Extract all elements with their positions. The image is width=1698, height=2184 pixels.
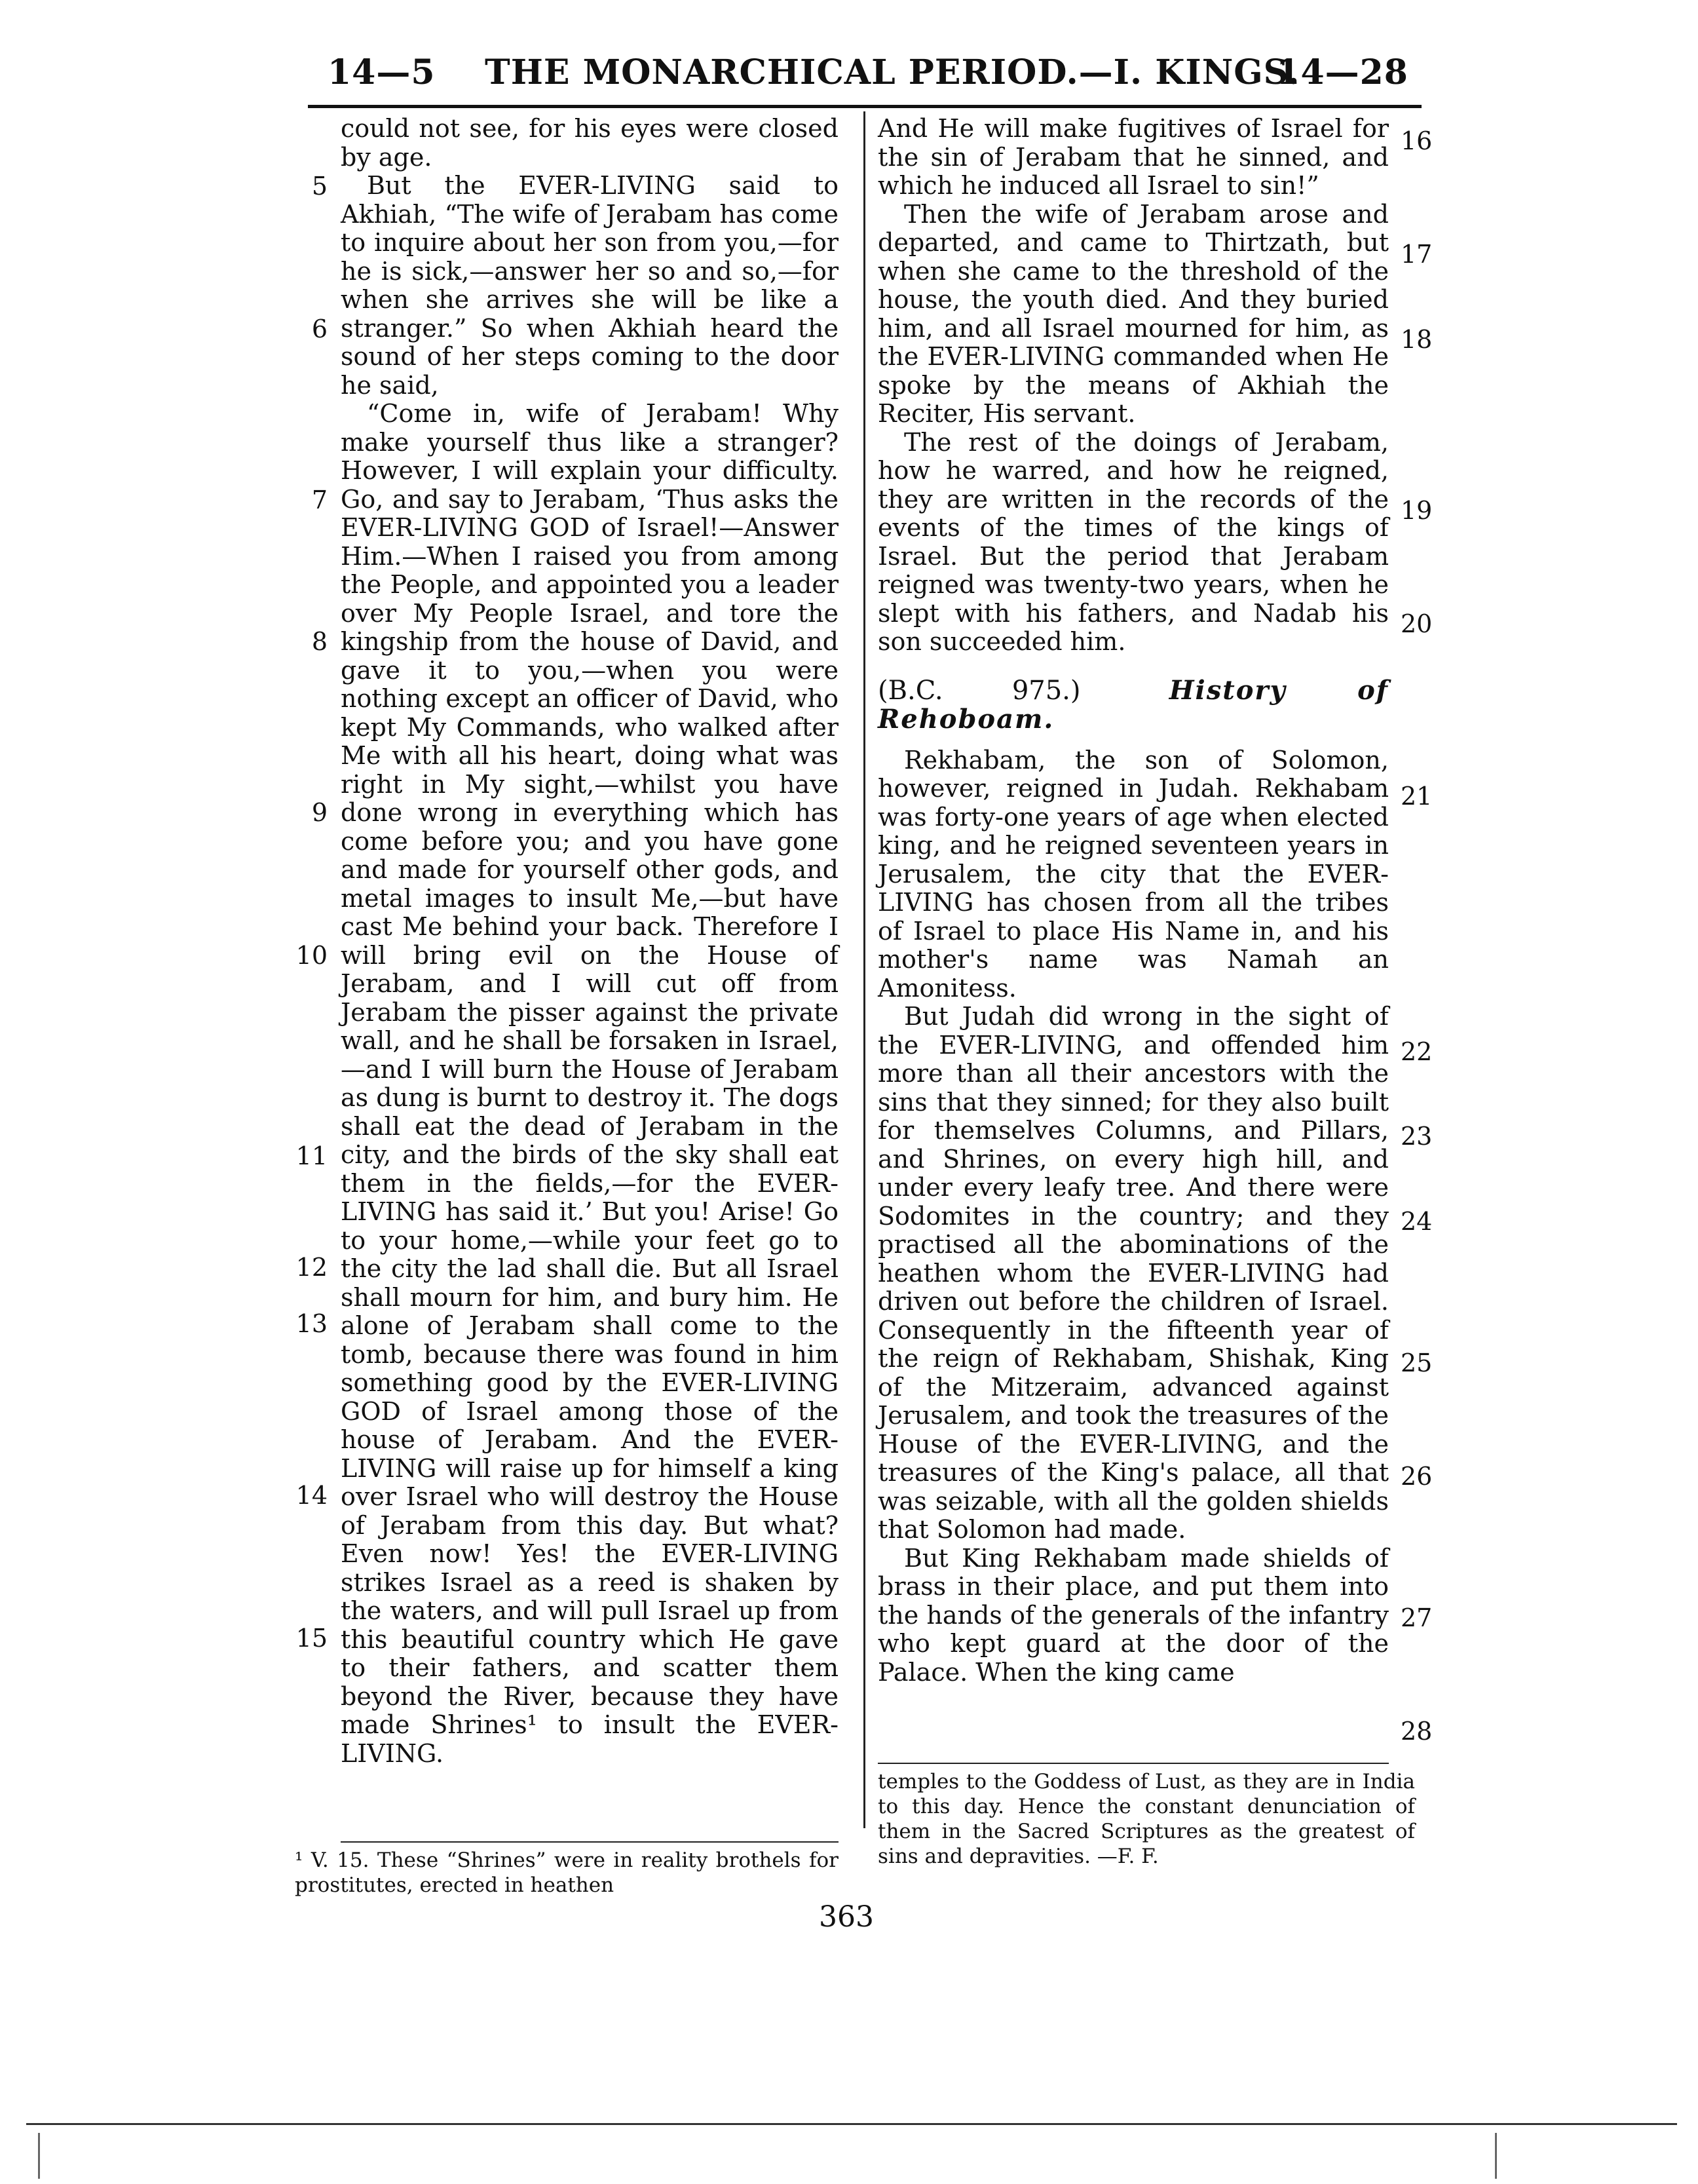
left-column: [341, 115, 839, 1768]
text-paragraph: But King Rekhabam made shields of brass in their place, and put them into the hands of the generals of the infantry who kept guard at the door of the Palace. When the king came: [878, 1543, 1389, 1687]
text-paragraph: could not see, for his eyes were closed by age.: [341, 114, 839, 172]
verse-number: 28: [1401, 1717, 1433, 1746]
text-paragraph: The rest of the doings of Jerabam, how he warred, and how he reigned, they are written in the records of the events of the times of the kings of Israel. But the period that Jerabam reigned was twenty-two years, when he slept with his fathers, and Nadab his son succeeded him.: [878, 427, 1389, 656]
section-heading: [878, 676, 1389, 735]
verse-number: 13: [295, 1309, 328, 1338]
section-title: History of Rehoboam.: [878, 674, 1389, 735]
footnote-rule-right: [878, 1763, 1389, 1764]
header-chapter-range-right: 14—28: [1276, 52, 1408, 92]
right-column: [878, 115, 1389, 1687]
verse-number: 8: [311, 627, 328, 656]
verse-number: 5: [311, 172, 328, 201]
verse-number: 23: [1401, 1122, 1433, 1151]
section-date: (B.C. 975.): [878, 675, 1081, 706]
text-paragraph: Then the wife of Jerabam arose and departed, and came to Thirtzath, but when she came to the threshold of the house, the youth died. And they buried him, and all Israel mourned for him, as the EVER-LIVING commanded when He spoke by the means of Akhiah the Reciter, His servant.: [878, 199, 1389, 428]
verse-number: 21: [1401, 782, 1433, 811]
footnote-left: ¹ V. 15. These “Shrines” were in reality brothels for prostitutes, erected in heathen: [295, 1849, 839, 1897]
header-title: THE MONARCHICAL PERIOD.—I. KINGS.: [485, 52, 1300, 92]
scan-edge-mark: [38, 2133, 40, 2179]
footnote-right: temples to the Goddess of Lust, as they are in India to this day. Hence the constant denunciation of them in the Sacred Scriptures as the greatest of sins and depravities. —F. F.: [878, 1770, 1415, 1868]
verse-number: 10: [295, 941, 328, 970]
verse-number: 22: [1401, 1037, 1433, 1066]
verse-number: 20: [1401, 609, 1433, 638]
text-paragraph: But the EVER-LIVING said to Akhiah, “The wife of Jerabam has come to inquire about her son from you,—for he is sick,—answer her so and so,—for when she arrives she will be like a stranger.” So when Akhiah heard the sound of her steps coming to the door he said,: [341, 171, 839, 400]
header-chapter-range-left: 14—5: [328, 52, 436, 92]
text-paragraph: And He will make fugitives of Israel for the sin of Jerabam that he sinned, and which he induced all Israel to sin!”: [878, 114, 1389, 200]
verse-number: 26: [1401, 1462, 1433, 1491]
footnote-rule-left: [341, 1841, 839, 1843]
verse-number: 6: [311, 315, 328, 343]
verse-number: 14: [295, 1481, 328, 1510]
verse-number: 9: [311, 798, 328, 827]
verse-number: 15: [295, 1624, 328, 1653]
verse-number: 12: [295, 1253, 328, 1282]
scan-edge-mark: [1495, 2133, 1497, 2179]
verse-number: 24: [1401, 1207, 1433, 1236]
verse-number: 18: [1401, 325, 1433, 354]
verse-number: 16: [1401, 126, 1433, 155]
verse-number: 25: [1401, 1349, 1433, 1377]
scan-edge-rule: [26, 2123, 1677, 2125]
column-divider: [863, 111, 865, 1828]
text-paragraph: “Come in, wife of Jerabam! Why make yourself thus like a stranger? However, I will explain your difficulty. Go, and say to Jerabam, ‘Thus asks the EVER-LIVING GOD of Israel!—Answer Him.—When I raised you from among the People, and appointed you a leader over My People Israel, and tore the kingship from the house of David, and gave it to you,—when you were nothing except an officer of David, who kept My Commands, who walked after Me with all his heart, doing what was right in My sight,—whilst you have done wrong in everything which has come before you; and you have gone and made for yourself other gods, and metal images to insult Me,—but have cast Me behind your back. Therefore I will bring evil on the House of Jerabam, and I will cut off from Jerabam the pisser against the private wall, and he shall be forsaken in Israel,—and I will burn the House of Jerabam as dung is burnt to destroy it. The dogs shall eat the dead of Jerabam in the city, and the birds of the sky shall eat them in the fields,—for the EVER-LIVING has said it.’ But you! Arise! Go to your home,—while your feet go to the city the lad shall die. But all Israel shall mourn for him, and bury him. He alone of Jerabam shall come to the tomb, because there was found in him something good by the EVER-LIVING GOD of Israel among those of the house of Jerabam. And the EVER-LIVING will raise up for himself a king over Israel who will destroy the House of Jerabam from this day. But what? Even now! Yes! the EVER-LIVING strikes Israel as a reed is shaken by the waters, and will pull Israel up from this beautiful country which He gave to their fathers, and scatter them beyond the River, because they have made Shrines¹ to insult the EVER-LIVING.: [341, 399, 839, 1768]
page-number: 363: [819, 1900, 874, 1934]
verse-number: 7: [311, 486, 328, 514]
text-paragraph: But Judah did wrong in the sight of the EVER-LIVING, and offended him more than all their ancestors with the sins that they sinned; for they also built for themselves Columns, and Pillars, and Shrines, on every high hill, and under every leafy tree. And there were Sodomites in the country; and they practised all the abominations of the heathen whom the EVER-LIVING had driven out before the children of Israel. Consequently in the fifteenth year of the reign of Rekhabam, Shishak, King of the Mitzeraim, advanced against Jerusalem, and took the treasures of the House of the EVER-LIVING, and the treasures of the King's palace, all that was seizable, with all the golden shields that Solomon had made.: [878, 1002, 1389, 1544]
text-paragraph: Rekhabam, the son of Solomon, however, reigned in Judah. Rekhabam was forty-one years of age when elected king, and he reigned seventeen years in Jerusalem, the city that the EVER-LIVING has chosen from all the tribes of Israel to place His Name in, and his mother's name was Namah an Amonitess.: [878, 745, 1389, 1003]
verse-number: 11: [295, 1141, 328, 1170]
header-rule: [308, 105, 1422, 108]
page-header: [308, 47, 1422, 100]
verse-number: 17: [1401, 240, 1433, 269]
verse-number: 27: [1401, 1603, 1433, 1632]
verse-number: 19: [1401, 496, 1433, 525]
